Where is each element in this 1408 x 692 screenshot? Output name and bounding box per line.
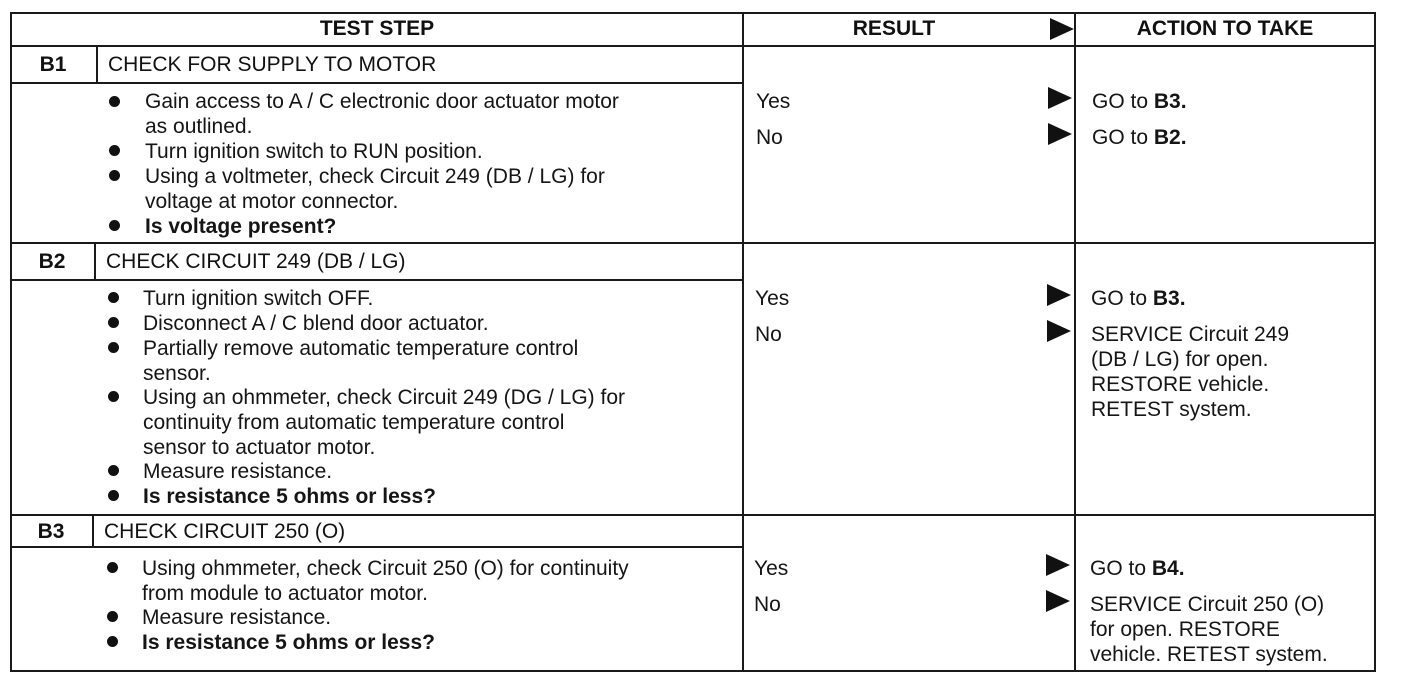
step-text-line: from module to actuator motor. bbox=[142, 582, 428, 605]
action-text bbox=[1091, 286, 1186, 311]
step-id: B1 bbox=[39, 53, 67, 76]
bullet-icon bbox=[109, 145, 120, 156]
action-text-line: RETEST system. bbox=[1091, 398, 1252, 421]
result-arrow-icon bbox=[1048, 87, 1072, 109]
result-arrow-icon bbox=[1048, 123, 1072, 145]
result-label: No bbox=[756, 126, 783, 149]
action-prefix: GO to bbox=[1091, 287, 1153, 310]
step-id: B2 bbox=[38, 250, 66, 273]
action-step-ref: B4. bbox=[1151, 557, 1185, 580]
step-title: CHECK CIRCUIT 249 (DB / LG) bbox=[106, 250, 406, 273]
step-title-underline bbox=[10, 279, 744, 281]
step-separator bbox=[10, 514, 1376, 516]
table-border-bottom bbox=[10, 670, 1376, 672]
header-test-step: TEST STEP bbox=[319, 17, 435, 40]
bullet-icon bbox=[107, 611, 118, 622]
action-text-line: SERVICE Circuit 249 bbox=[1091, 323, 1290, 346]
bullet-icon bbox=[109, 96, 120, 107]
action-prefix: GO to bbox=[1090, 557, 1152, 580]
action-step-ref: B2. bbox=[1153, 126, 1187, 149]
step-text-line: Gain access to A / C electronic door actuator motor bbox=[145, 90, 619, 113]
result-arrow-icon bbox=[1047, 320, 1071, 342]
bullet-icon bbox=[108, 317, 119, 328]
step-text-line: Using an ohmmeter, check Circuit 249 (DG / LG) for bbox=[143, 386, 626, 409]
result-label: Yes bbox=[756, 90, 791, 113]
result-label: No bbox=[755, 323, 782, 346]
step-id: B3 bbox=[37, 520, 65, 543]
step-text-line: Using a voltmeter, check Circuit 249 (DB / LG) for bbox=[145, 165, 605, 188]
header-result: RESULT bbox=[852, 17, 936, 40]
step-text-line: Partially remove automatic temperature control bbox=[143, 337, 579, 360]
result-arrow-icon bbox=[1047, 284, 1071, 306]
result-label: Yes bbox=[755, 287, 790, 310]
action-text-line: (DB / LG) for open. bbox=[1091, 348, 1269, 371]
step-text-line: Measure resistance. bbox=[143, 460, 333, 483]
action-text-line: for open. RESTORE bbox=[1090, 618, 1280, 641]
column-divider-action bbox=[1074, 12, 1076, 672]
result-label: No bbox=[754, 593, 781, 616]
bullet-icon bbox=[107, 562, 118, 573]
step-text-line: Turn ignition switch to RUN position. bbox=[145, 140, 483, 163]
bullet-icon bbox=[108, 490, 119, 501]
action-text bbox=[1092, 125, 1187, 150]
step-id-divider bbox=[94, 243, 96, 280]
result-arrow-icon bbox=[1046, 590, 1070, 612]
action-text bbox=[1090, 556, 1185, 581]
step-id-divider bbox=[92, 515, 94, 547]
action-prefix: GO to bbox=[1092, 126, 1154, 149]
step-question: Is resistance 5 ohms or less? bbox=[142, 631, 435, 654]
bullet-icon bbox=[108, 465, 119, 476]
table-border-right bbox=[1374, 12, 1376, 672]
step-text-line: sensor. bbox=[143, 362, 211, 385]
bullet-icon bbox=[107, 636, 118, 647]
column-divider-result bbox=[742, 12, 744, 672]
step-id-divider bbox=[96, 46, 98, 83]
result-label: Yes bbox=[754, 557, 789, 580]
action-text-line: SERVICE Circuit 250 (O) bbox=[1090, 593, 1325, 616]
action-prefix: GO to bbox=[1092, 90, 1154, 113]
table-border-left bbox=[10, 12, 12, 672]
bullet-icon bbox=[108, 342, 119, 353]
bullet-icon bbox=[109, 170, 120, 181]
action-text bbox=[1092, 89, 1187, 114]
step-text-line: Disconnect A / C blend door actuator. bbox=[143, 312, 489, 335]
step-question: Is resistance 5 ohms or less? bbox=[143, 485, 436, 508]
step-text-line: voltage at motor connector. bbox=[145, 190, 399, 213]
bullet-icon bbox=[109, 220, 120, 231]
header-action: ACTION TO TAKE bbox=[1136, 17, 1314, 40]
header-arrow-icon bbox=[1050, 18, 1074, 40]
result-arrow-icon bbox=[1046, 554, 1070, 576]
step-text-line: Measure resistance. bbox=[142, 606, 332, 629]
step-title-underline bbox=[10, 82, 744, 84]
step-text-line: sensor to actuator motor. bbox=[143, 436, 376, 459]
action-step-ref: B3. bbox=[1153, 90, 1187, 113]
step-title: CHECK FOR SUPPLY TO MOTOR bbox=[108, 53, 437, 76]
bullet-icon bbox=[108, 391, 119, 402]
step-question: Is voltage present? bbox=[145, 215, 337, 238]
action-text-line: RESTORE vehicle. bbox=[1091, 373, 1270, 396]
bullet-icon bbox=[108, 292, 119, 303]
step-text-line: continuity from automatic temperature control bbox=[143, 411, 565, 434]
action-text-line: vehicle. RETEST system. bbox=[1090, 643, 1328, 666]
step-text-line: Turn ignition switch OFF. bbox=[143, 287, 374, 310]
action-step-ref: B3. bbox=[1152, 287, 1186, 310]
step-text-line: as outlined. bbox=[145, 115, 253, 138]
step-text-line: Using ohmmeter, check Circuit 250 (O) for continuity bbox=[142, 557, 629, 580]
header-divider bbox=[10, 45, 1376, 47]
step-separator bbox=[10, 242, 1376, 244]
step-title: CHECK CIRCUIT 250 (O) bbox=[104, 520, 346, 543]
